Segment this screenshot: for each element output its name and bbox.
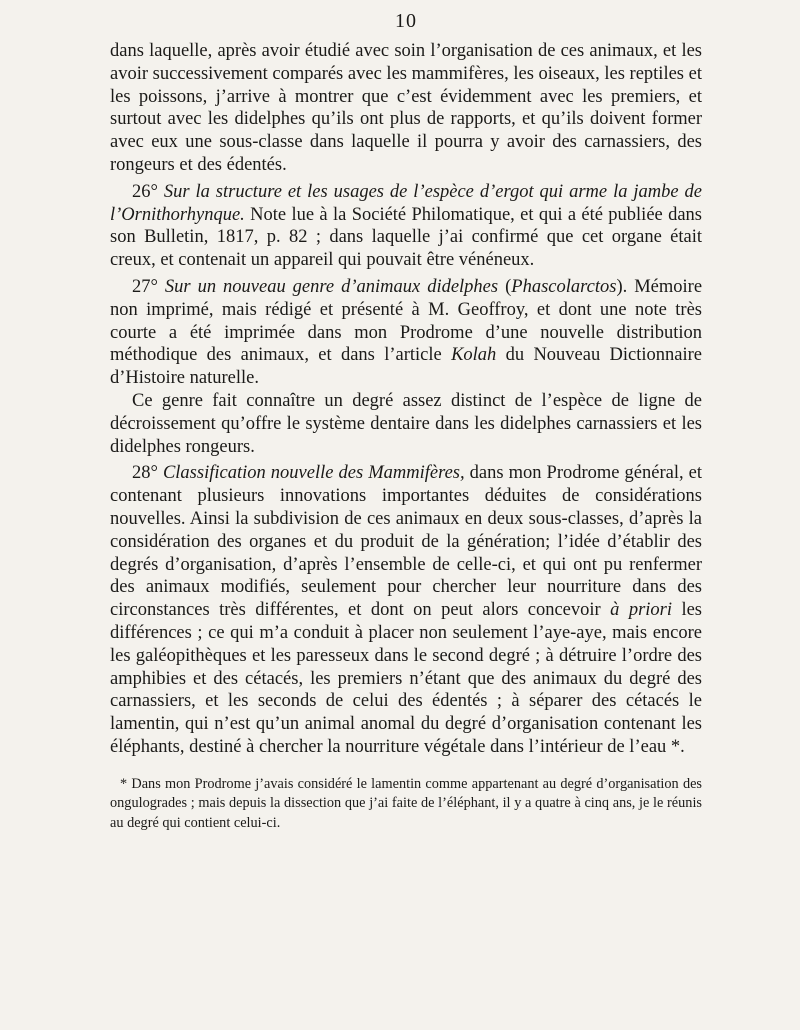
- paragraph-27-continuation: Ce genre fait connaître un degré assez distinct de l’espèce de ligne de décroissement qu’offre le système dentaire dans les didelphes carnassiers et les didelphes rongeurs.: [110, 390, 702, 457]
- paragraph-26: [110, 181, 702, 272]
- book-page: [110, 8, 702, 1008]
- item-number-26: 26°: [132, 181, 158, 202]
- paragraph-27: [110, 276, 702, 390]
- body-27b: du Nouveau Dictionnaire d’Histoire naturelle.: [110, 345, 703, 389]
- paragraph-intro: dans laquelle, après avoir étudié avec soin l’organisation de ces animaux, et les avoir successivement comparés avec les mammifères, les oiseaux, les reptiles et les poissons, j’arrive à montrer que c’est évidemment avec les premiers, et surtout avec les didelphes qu’ils ont plus de rapports, et qu’ils doivent former avec eux une sous-classe dans laquelle il pourra y avoir des carnassiers, des rongeurs et des édentés.: [110, 41, 702, 175]
- page-number: 10: [395, 10, 417, 32]
- main-text: [110, 40, 702, 759]
- title-27: Sur un nouveau genre d’animaux didelphes: [164, 276, 499, 297]
- a-priori-term: à priori: [610, 600, 673, 621]
- kolah-term: Kolah: [451, 345, 497, 366]
- body-28a: dans mon Prodrome général, et contenant plusieurs innovations importantes déduites de considérations nouvelles. Ainsi la subdivision de ces animaux en deux sous-classes, d’après la considération des organes et du produit de la génération; l’idée d’établir des degrés d’organisation, d’après l’ensemble de celle-ci, et qui ont pu renfermer des animaux modifiés, seulement pour chercher leur nourriture dans des circonstances très différentes, et dont on peut alors concevoir: [110, 463, 703, 621]
- footnote-area: [110, 775, 702, 834]
- paren-close: ).: [616, 276, 628, 297]
- body-28b: les différences ; ce qui m’a conduit à placer non seulement l’aye-aye, mais encore les galéopithèques et les paresseux dans le second degré ; à détruire l’ordre des amphibies et des cétacés, les premiers n’étant que des animaux du degré des carnassiers, et les seconds de celui des édentés ; à séparer des cétacés le lamentin, qui n’est qu’un animal anomal du degré d’organisation contenant les éléphants, destiné à chercher la nourriture végétale dans l’intérieur de l’eau *.: [110, 600, 703, 757]
- paren-open: (: [505, 276, 512, 297]
- footnote: * Dans mon Prodrome j’avais considéré le lamentin comme appartenant au degré d’organisation des ongulogrades ; mais depuis la dissection que j’ai faite de l’éléphant, il y a quatre à cinq ans, je le réunis au degré qui contient celui-ci.: [110, 775, 702, 831]
- item-number-28: 28°: [132, 463, 158, 484]
- paragraph-28: [110, 462, 702, 758]
- genus-name: Phascolarctos: [511, 276, 617, 297]
- title-28: Classification nouvelle des Mammifères,: [162, 463, 465, 484]
- title-26: Sur la structure et les usages de l’espèce d’ergot qui arme la jambe de l’Ornithorhynque.: [110, 181, 702, 225]
- body-26: Note lue à la Société Philomatique, et qui a été publiée dans son Bulletin, 1817, p. 82 ; dans laquelle j’ai confirmé que cet organe était creux, et contenait un appareil qui pouvait être vénéneux.: [110, 204, 702, 271]
- body-27a: Mémoire non imprimé, mais rédigé et présenté à M. Geoffroy, et dont une note très courte a été imprimée dans mon Prodrome d’une nouvelle distribution méthodique des animaux, et dans l’article: [110, 276, 703, 366]
- item-number-27: 27°: [132, 276, 158, 297]
